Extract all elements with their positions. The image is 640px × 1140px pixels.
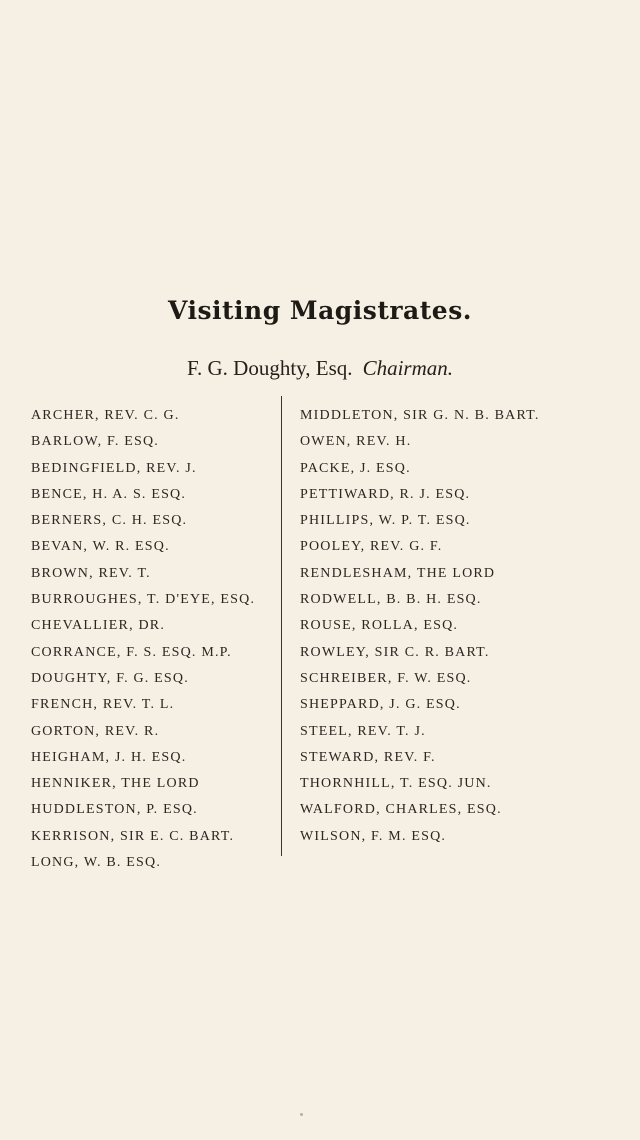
right-column-list — [300, 403, 630, 850]
column-divider — [281, 396, 282, 856]
list-item: STEWARD, REV. F. — [300, 749, 436, 765]
list-item: ROUSE, ROLLA, ESQ. — [300, 618, 459, 634]
list-item: KERRISON, SIR E. C. BART. — [31, 828, 235, 844]
list-item: BURROUGHES, T. D'EYE, ESQ. — [31, 592, 256, 608]
list-item: ARCHER, REV. C. G. — [31, 408, 180, 423]
list-item: BEDINGFIELD, REV. J. — [31, 460, 197, 476]
list-item: RODWELL, B. B. H. ESQ. — [300, 592, 482, 608]
list-item: HENNIKER, THE LORD — [31, 776, 200, 792]
left-column-list — [31, 403, 275, 876]
list-item: SCHREIBER, F. W. ESQ. — [300, 670, 472, 686]
list-item: RENDLESHAM, THE LORD — [300, 565, 496, 581]
list-item: ROWLEY, SIR C. R. BART. — [300, 644, 490, 660]
list-item: HUDDLESTON, P. ESQ. — [31, 802, 198, 818]
list-item: PACKE, J. ESQ. — [300, 460, 411, 476]
list-item: FRENCH, REV. T. L. — [31, 697, 175, 713]
list-item: THORNHILL, T. ESQ. JUN. — [300, 776, 492, 792]
chairman-title: Chairman. — [362, 356, 453, 380]
list-item: BEVAN, W. R. ESQ. — [31, 539, 170, 555]
list-item: BARLOW, F. ESQ. — [31, 434, 159, 450]
list-item: WILSON, F. M. ESQ. — [300, 828, 447, 844]
list-item: PETTIWARD, R. J. ESQ. — [300, 486, 471, 502]
list-item: BERNERS, C. H. ESQ. — [31, 513, 188, 529]
list-item: DOUGHTY, F. G. ESQ. — [31, 670, 189, 686]
list-item: PHILLIPS, W. P. T. ESQ. — [300, 513, 471, 529]
list-item: GORTON, REV. R. — [31, 723, 160, 739]
list-item: HEIGHAM, J. H. ESQ. — [31, 749, 187, 765]
page-speck — [300, 1113, 303, 1116]
list-item: CHEVALLIER, DR. — [31, 618, 166, 634]
list-item: WALFORD, CHARLES, ESQ. — [300, 802, 502, 818]
list-item: POOLEY, REV. G. F. — [300, 539, 443, 555]
list-item: BENCE, H. A. S. ESQ. — [31, 486, 187, 502]
list-item: MIDDLETON, SIR G. N. B. BART. — [300, 408, 540, 423]
page-heading: Visiting Magistrates. — [167, 296, 472, 325]
chairman-line — [0, 356, 640, 381]
chairman-name: F. G. Doughty, Esq. — [187, 356, 353, 380]
list-item: OWEN, REV. H. — [300, 434, 412, 450]
list-item: SHEPPARD, J. G. ESQ. — [300, 697, 461, 713]
list-item: CORRANCE, F. S. ESQ. M.P. — [31, 644, 232, 660]
list-item: LONG, W. B. ESQ. — [31, 855, 162, 871]
list-item: STEEL, REV. T. J. — [300, 723, 426, 739]
list-item: BROWN, REV. T. — [31, 565, 151, 581]
